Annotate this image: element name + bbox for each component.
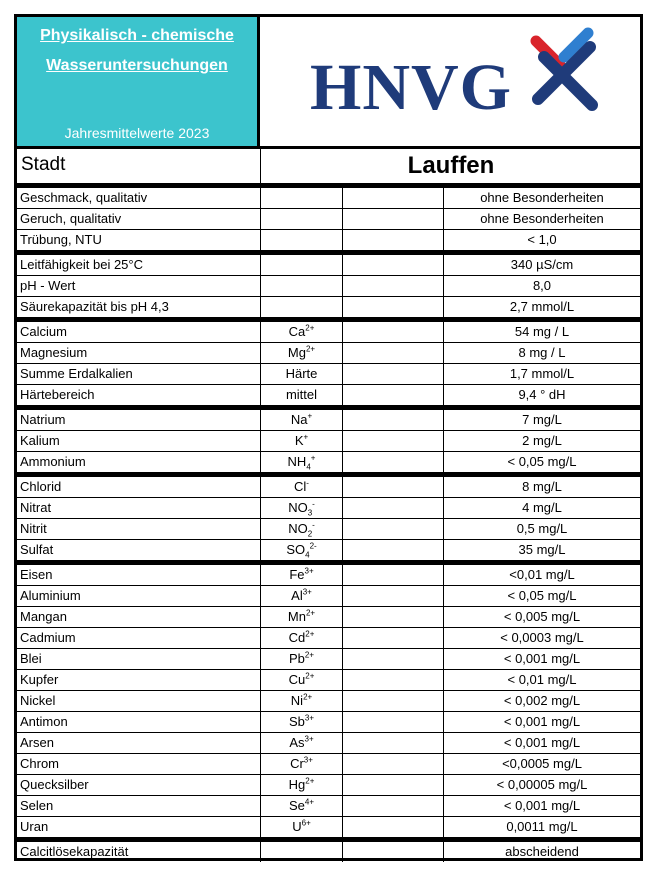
parameter-value: 7 mg/L [443, 410, 640, 430]
table-row [17, 230, 640, 250]
parameter-symbol [260, 649, 342, 669]
symbol-text: Se [288, 798, 305, 813]
parameter-symbol [260, 607, 342, 627]
symbol-superscript: + [310, 453, 316, 463]
city-label: Stadt [21, 154, 66, 175]
empty-cell [342, 452, 443, 472]
parameter-value: 2,7 mmol/L [443, 297, 640, 317]
symbol-text: Hg [288, 777, 306, 792]
parameter-value: 8,0 [443, 276, 640, 296]
empty-cell [342, 649, 443, 669]
parameter-symbol [260, 209, 342, 229]
symbol-text: Sb [288, 714, 305, 729]
parameter-symbol [260, 540, 342, 560]
symbol-text: Al [291, 588, 303, 603]
parameter-name: Kupfer [20, 672, 59, 687]
title-line-1: Physikalisch - chemische [40, 27, 234, 44]
parameter-value: < 0,001 mg/L [443, 649, 640, 669]
empty-cell [342, 586, 443, 606]
parameter-value: < 0,001 mg/L [443, 712, 640, 732]
empty-cell [342, 322, 443, 342]
empty-cell [342, 691, 443, 711]
parameter-symbol [260, 519, 342, 539]
table-row [17, 775, 640, 796]
symbol-superscript: 3+ [303, 755, 313, 765]
table-row [17, 452, 640, 472]
symbol-subscript: 4 [305, 550, 310, 560]
empty-cell [342, 607, 443, 627]
symbol-superscript: 2+ [305, 671, 315, 681]
symbol-superscript: + [307, 411, 313, 421]
table-row [17, 364, 640, 385]
symbol-text: Mg [287, 345, 306, 360]
parameter-value: < 0,05 mg/L [443, 452, 640, 472]
parameter-symbol [260, 733, 342, 753]
empty-cell [342, 540, 443, 560]
parameter-value: <0,01 mg/L [443, 565, 640, 585]
parameter-table [17, 183, 640, 862]
empty-cell [342, 796, 443, 816]
parameter-name: Calcitlösekapazität [20, 844, 129, 859]
empty-cell [342, 276, 443, 296]
empty-cell [342, 431, 443, 451]
parameter-symbol [260, 842, 342, 862]
symbol-superscript: - [306, 478, 309, 488]
parameter-symbol [260, 431, 342, 451]
parameter-value: < 0,001 mg/L [443, 796, 640, 816]
parameter-name: Geruch, qualitativ [20, 211, 122, 226]
parameter-symbol [260, 385, 342, 405]
table-row [17, 276, 640, 297]
parameter-symbol [260, 452, 342, 472]
parameter-symbol [260, 255, 342, 275]
symbol-text: Cl [294, 479, 307, 494]
symbol-text: Na [290, 412, 308, 427]
parameter-name: Blei [20, 651, 42, 666]
parameter-symbol [260, 322, 342, 342]
parameter-symbol [260, 565, 342, 585]
parameter-symbol [260, 775, 342, 795]
parameter-value: ohne Besonderheiten [443, 209, 640, 229]
table-row [17, 649, 640, 670]
parameter-name: Nickel [20, 693, 56, 708]
parameter-value: 340 µS/cm [443, 255, 640, 275]
table-row [17, 817, 640, 837]
symbol-subscript: 4 [306, 462, 311, 472]
parameter-name: Geschmack, qualitativ [20, 190, 148, 205]
parameter-symbol [260, 343, 342, 363]
table-row [17, 410, 640, 431]
symbol-superscript: - [312, 520, 315, 530]
parameter-symbol [260, 477, 342, 497]
table-row [17, 431, 640, 452]
table-row [17, 628, 640, 649]
symbol-text: Fe [289, 567, 305, 582]
parameter-value: 54 mg / L [443, 322, 640, 342]
parameter-value: abscheidend [443, 842, 640, 862]
table-row [17, 540, 640, 560]
parameter-name: Arsen [20, 735, 54, 750]
parameter-symbol [260, 410, 342, 430]
empty-cell [342, 230, 443, 250]
empty-cell [342, 565, 443, 585]
symbol-superscript: 2+ [305, 323, 315, 333]
empty-cell [342, 733, 443, 753]
symbol-superscript: 3+ [304, 713, 315, 723]
table-row [17, 498, 640, 519]
table-row [17, 586, 640, 607]
parameter-name: Magnesium [20, 345, 88, 360]
parameter-value: < 0,00005 mg/L [443, 775, 640, 795]
table-row [17, 754, 640, 775]
symbol-text: U [292, 819, 302, 834]
table-row [17, 209, 640, 230]
symbol-superscript: 3+ [304, 566, 314, 576]
symbol-superscript: 2+ [305, 608, 316, 618]
parameter-group [17, 405, 640, 472]
parameter-value: < 1,0 [443, 230, 640, 250]
parameter-value: 2 mg/L [443, 431, 640, 451]
parameter-name: Antimon [20, 714, 68, 729]
symbol-superscript: 2+ [305, 629, 315, 639]
symbol-text: As [289, 735, 305, 750]
symbol-superscript: 2+ [305, 776, 315, 786]
parameter-value: 8 mg/L [443, 477, 640, 497]
parameter-group [17, 560, 640, 837]
logo [260, 17, 640, 146]
table-row [17, 712, 640, 733]
symbol-superscript: 2+ [303, 692, 313, 702]
table-row [17, 565, 640, 586]
parameter-value: <0,0005 mg/L [443, 754, 640, 774]
parameter-symbol [260, 670, 342, 690]
symbol-text: Cd [288, 630, 306, 645]
parameter-value: ohne Besonderheiten [443, 188, 640, 208]
empty-cell [342, 297, 443, 317]
parameter-group [17, 250, 640, 317]
parameter-name: Ammonium [20, 454, 86, 469]
empty-cell [342, 255, 443, 275]
symbol-text: NO [288, 500, 308, 515]
city-name: Lauffen [260, 149, 641, 183]
table-row [17, 519, 640, 540]
empty-cell [342, 817, 443, 837]
parameter-value: 1,7 mmol/L [443, 364, 640, 384]
symbol-text: mittel [285, 387, 318, 402]
parameter-name: Summe Erdalkalien [20, 366, 133, 381]
parameter-name: Nitrit [20, 521, 47, 536]
table-row [17, 343, 640, 364]
symbol-superscript: 3+ [304, 734, 314, 744]
symbol-superscript: 6+ [301, 818, 311, 828]
symbol-text: K [294, 433, 304, 448]
parameter-value: < 0,01 mg/L [443, 670, 640, 690]
parameter-name: Uran [20, 819, 49, 834]
parameter-name: Eisen [20, 567, 53, 582]
parameter-name: Härtebereich [20, 387, 95, 402]
table-row [17, 188, 640, 209]
title-line-2: Wasseruntersuchungen [46, 57, 228, 74]
symbol-subscript: 2 [307, 529, 313, 539]
parameter-value: < 0,05 mg/L [443, 586, 640, 606]
parameter-name: Chlorid [20, 479, 62, 494]
subtitle: Jahresmittelwerte 2023 [64, 125, 210, 141]
symbol-text: NO [288, 521, 308, 536]
parameter-symbol [260, 754, 342, 774]
parameter-symbol [260, 796, 342, 816]
parameter-name: Kalium [20, 433, 60, 448]
parameter-symbol [260, 188, 342, 208]
parameter-name: Aluminium [20, 588, 81, 603]
parameter-symbol [260, 230, 342, 250]
parameter-value: < 0,002 mg/L [443, 691, 640, 711]
symbol-text: SO [286, 542, 306, 557]
parameter-value: 0,5 mg/L [443, 519, 640, 539]
symbol-text: Cr [290, 756, 304, 771]
parameter-group [17, 837, 640, 862]
empty-cell [342, 628, 443, 648]
symbol-text: NH [287, 454, 307, 469]
parameter-name: Säurekapazität bis pH 4,3 [20, 299, 169, 314]
symbol-text: Ca [288, 324, 306, 339]
logo-mark-icon [518, 23, 604, 123]
symbol-text: Mn [287, 609, 306, 624]
header [17, 17, 640, 146]
symbol-superscript: + [303, 432, 309, 442]
empty-cell [342, 477, 443, 497]
table-row [17, 670, 640, 691]
water-analysis-sheet [14, 14, 643, 861]
title-box [17, 17, 260, 146]
empty-cell [342, 385, 443, 405]
parameter-name: Nitrat [20, 500, 52, 515]
parameter-name: Natrium [20, 412, 66, 427]
table-row [17, 796, 640, 817]
table-row [17, 255, 640, 276]
symbol-text: Ni [290, 693, 304, 708]
parameter-name: Calcium [20, 324, 67, 339]
parameter-value: < 0,005 mg/L [443, 607, 640, 627]
parameter-value: < 0,001 mg/L [443, 733, 640, 753]
parameter-name: Selen [20, 798, 54, 813]
parameter-group [17, 183, 640, 250]
parameter-name: pH - Wert [20, 278, 76, 293]
symbol-superscript: 2+ [304, 650, 315, 660]
symbol-superscript: - [312, 499, 315, 509]
table-row [17, 607, 640, 628]
parameter-symbol [260, 691, 342, 711]
table-row [17, 842, 640, 862]
table-row [17, 322, 640, 343]
parameter-name: Leitfähigkeit bei 25°C [20, 257, 143, 272]
symbol-superscript: 4+ [304, 797, 315, 807]
empty-cell [342, 343, 443, 363]
empty-cell [342, 754, 443, 774]
empty-cell [342, 519, 443, 539]
symbol-superscript: 2+ [305, 344, 316, 354]
parameter-name: Chrom [20, 756, 60, 771]
table-row [17, 477, 640, 498]
parameter-value: 9,4 ° dH [443, 385, 640, 405]
empty-cell [342, 775, 443, 795]
table-row [17, 691, 640, 712]
city-row [17, 146, 640, 183]
parameter-name: Sulfat [20, 542, 54, 557]
symbol-text: Härte [285, 366, 318, 381]
parameter-name: Trübung, NTU [20, 232, 102, 247]
parameter-name: Quecksilber [20, 777, 89, 792]
parameter-value: 0,0011 mg/L [443, 817, 640, 837]
parameter-symbol [260, 364, 342, 384]
empty-cell [342, 209, 443, 229]
symbol-text: Pb [288, 651, 305, 666]
table-row [17, 385, 640, 405]
parameter-symbol [260, 628, 342, 648]
logo-text: HNVG [310, 51, 512, 124]
parameter-value: < 0,0003 mg/L [443, 628, 640, 648]
symbol-subscript: 3 [307, 508, 313, 518]
parameter-name: Cadmium [20, 630, 76, 645]
parameter-symbol [260, 297, 342, 317]
parameter-name: Mangan [20, 609, 67, 624]
parameter-symbol [260, 276, 342, 296]
symbol-superscript: 3+ [302, 587, 312, 597]
empty-cell [342, 712, 443, 732]
parameter-value: 35 mg/L [443, 540, 640, 560]
parameter-symbol [260, 498, 342, 518]
empty-cell [342, 498, 443, 518]
empty-cell [342, 410, 443, 430]
parameter-value: 8 mg / L [443, 343, 640, 363]
parameter-group [17, 472, 640, 560]
parameter-symbol [260, 712, 342, 732]
table-row [17, 297, 640, 317]
empty-cell [342, 670, 443, 690]
parameter-group [17, 317, 640, 405]
parameter-symbol [260, 586, 342, 606]
symbol-superscript: 2- [309, 541, 317, 551]
empty-cell [342, 842, 443, 862]
empty-cell [342, 188, 443, 208]
empty-cell [342, 364, 443, 384]
parameter-symbol [260, 817, 342, 837]
parameter-value: 4 mg/L [443, 498, 640, 518]
symbol-text: Cu [288, 672, 306, 687]
table-row [17, 733, 640, 754]
